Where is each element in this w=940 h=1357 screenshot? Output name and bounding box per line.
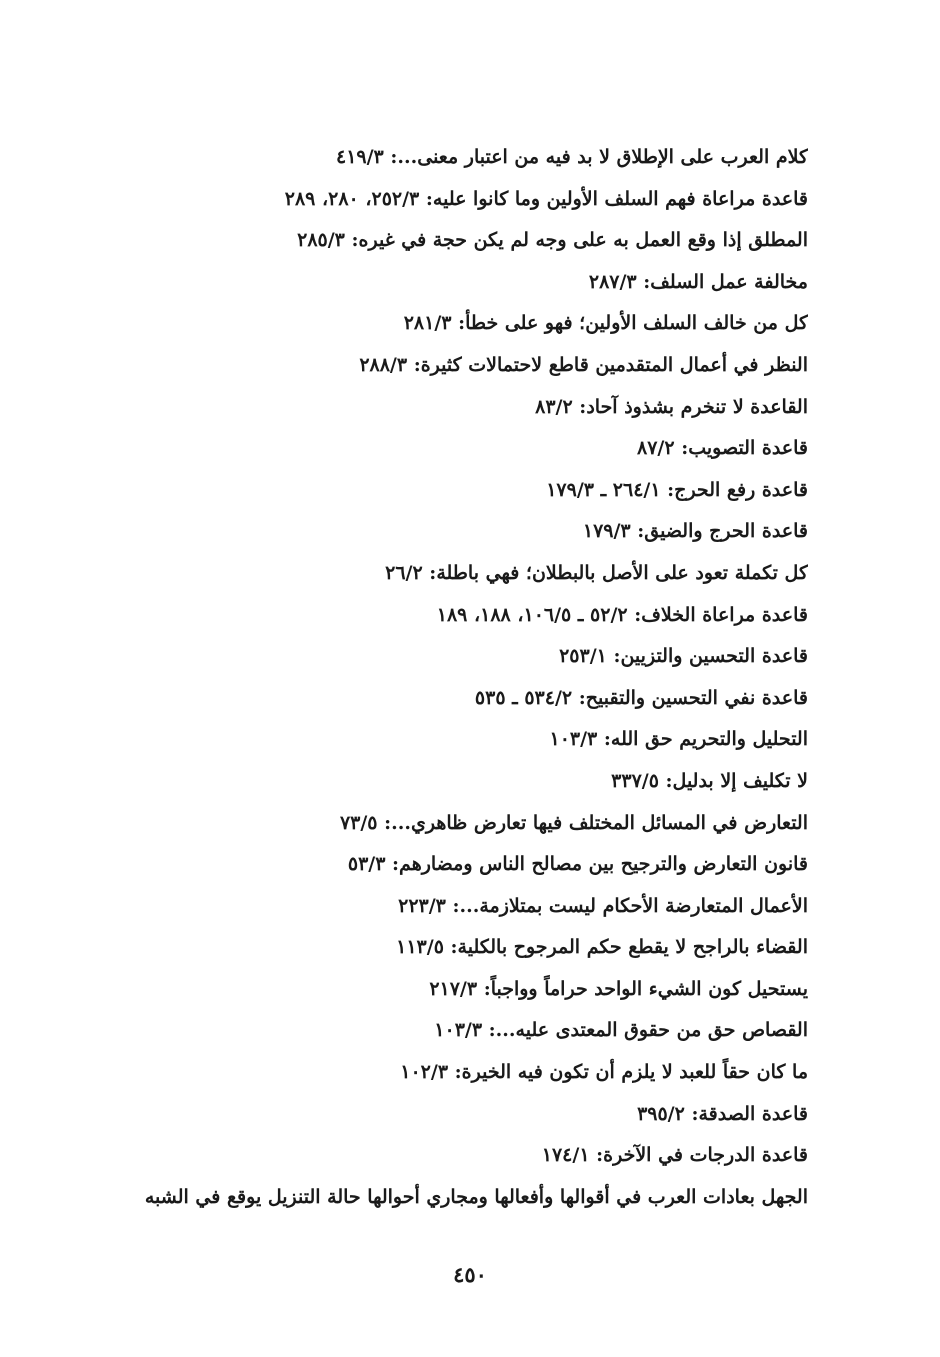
index-entry: النظر في أعمال المتقدمين قاطع لاحتمالات كثيرة: ٢٨٨/٣ <box>359 353 808 376</box>
index-entry: يستحيل كون الشيء الواحد حراماً وواجباً: ٢١٧/٣ <box>429 977 808 1000</box>
index-entry: الأعمال المتعارضة الأحكام ليست بمتلازمة...: ٢٢٣/٣ <box>398 894 808 917</box>
index-entry-list <box>128 137 808 1218</box>
index-entry: قاعدة رفع الحرج: ٢٦٤/١ ـ ١٧٩/٣ <box>546 478 808 501</box>
index-entry: التحليل والتحريم حق الله: ١٠٣/٣ <box>549 728 808 751</box>
index-entry: قاعدة التصويب: ٨٧/٢ <box>637 437 808 460</box>
index-entry: قاعدة نفي التحسين والتقبيح: ٥٣٤/٢ ـ ٥٣٥ <box>474 686 808 709</box>
index-entry: قاعدة الدرجات في الآخرة: ١٧٤/١ <box>541 1144 808 1167</box>
index-entry: مخالفة عمل السلف: ٢٨٧/٣ <box>588 270 808 293</box>
index-entry: كل من خالف السلف الأولين؛ فهو على خطأ: ٢٨١/٣ <box>403 312 808 335</box>
index-entry: التعارض في المسائل المختلف فيها تعارض ظاهري...: ٧٣/٥ <box>339 811 808 834</box>
index-entry: القاعدة لا تنخرم بشذوذ آحاد: ٨٣/٢ <box>535 395 808 418</box>
index-entry: قاعدة الحرج والضيق: ١٧٩/٣ <box>582 520 808 543</box>
index-entry: قاعدة الصدقة: ٣٩٥/٢ <box>637 1102 808 1125</box>
index-entry: قاعدة التحسين والتزيين: ٢٥٣/١ <box>559 645 808 668</box>
index-entry: كلام العرب على الإطلاق لا بد فيه من اعتبار معنى...: ٤١٩/٣ <box>336 146 808 168</box>
index-entry: لا تكليف إلا بدليل: ٣٣٧/٥ <box>611 769 808 792</box>
index-entry: كل تكملة تعود على الأصل بالبطلان؛ فهي باطلة: ٢٦/٢ <box>385 561 808 584</box>
index-entry: القضاء بالراجح لا يقطع حكم المرجوح بالكلية: ١١٣/٥ <box>396 936 808 959</box>
index-entry: قانون التعارض والترجيح بين مصالح الناس ومضارهم: ٥٣/٣ <box>347 853 808 876</box>
index-entry: قاعدة مراعاة فهم السلف الأولين وما كانوا عليه: ٢٥٢/٣، ٢٨٠، ٢٨٩ <box>284 187 808 210</box>
index-entry: المطلق إذا وقع العمل به على وجه لم يكن حجة في غيره: ٢٨٥/٣ <box>297 229 808 252</box>
page-number: ٤٥٠ <box>453 1262 487 1287</box>
index-entry: الجهل بعادات العرب في أقوالها وأفعالها ومجاري أحوالها حالة التنزيل يوقع في الشبه <box>144 1185 808 1208</box>
index-entry: قاعدة مراعاة الخلاف: ٥٢/٢ ـ ١٠٦/٥، ١٨٨، ١٨٩ <box>436 603 808 626</box>
index-entry: ما كان حقاً للعبد لا يلزم أن تكون فيه الخيرة: ١٠٢/٣ <box>400 1061 808 1084</box>
index-entry: القصاص حق من حقوق المعتدى عليه...: ١٠٣/٣ <box>434 1019 808 1042</box>
